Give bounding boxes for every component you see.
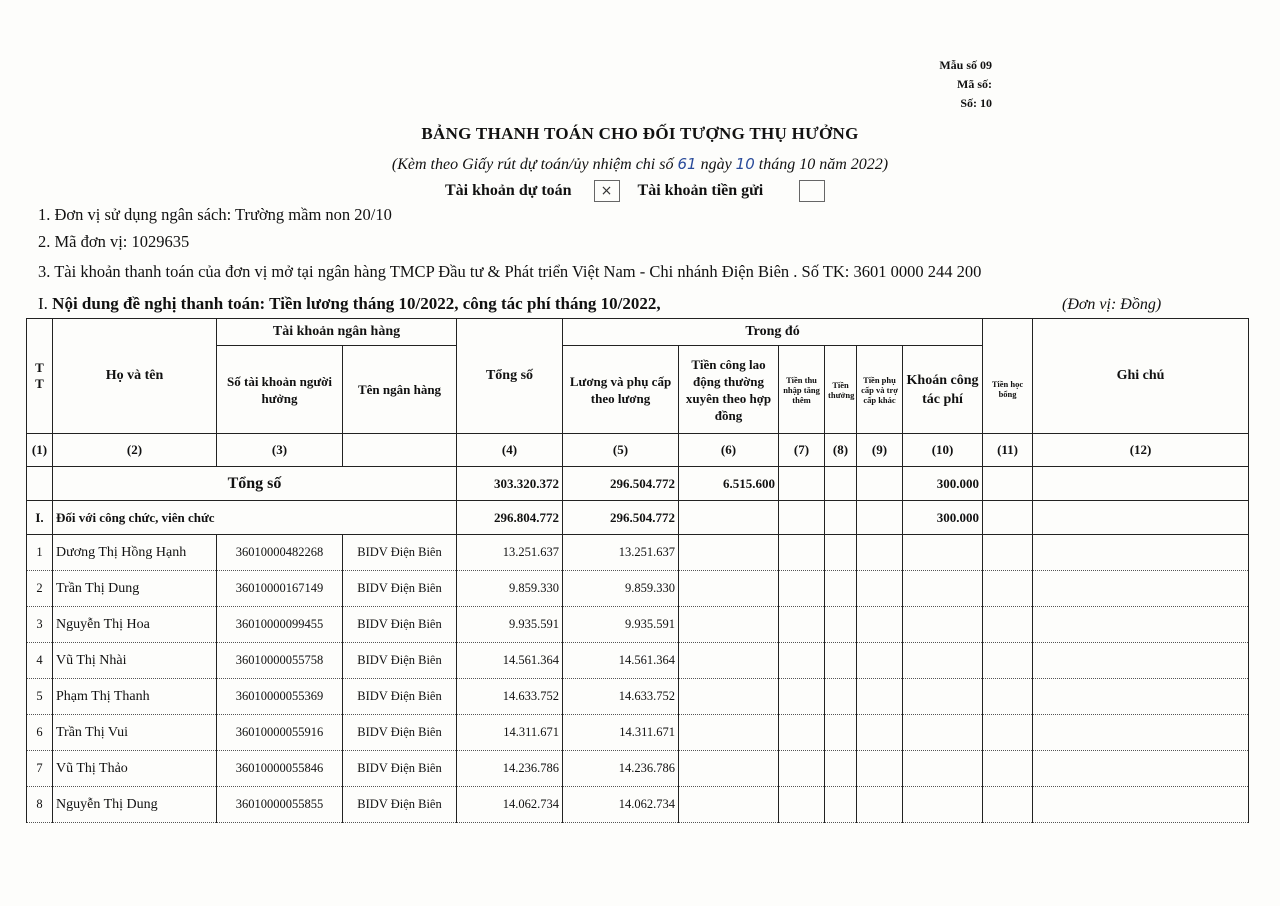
row-account-number: 36010000167149 xyxy=(217,571,343,607)
row-empty-cell xyxy=(857,679,903,715)
row-bank-name: BIDV Điện Biên xyxy=(343,643,457,679)
row-bank-name: BIDV Điện Biên xyxy=(343,787,457,823)
row-empty-cell xyxy=(779,679,825,715)
section-heading xyxy=(38,294,661,314)
row-empty-cell xyxy=(825,787,857,823)
header-bank-name: Tên ngân hàng xyxy=(343,346,457,434)
currency-unit: (Đơn vị: Đồng) xyxy=(1062,296,1162,313)
group-c12 xyxy=(1033,501,1249,535)
row-name: Dương Thị Hồng Hạnh xyxy=(53,535,217,571)
row-empty-cell xyxy=(1033,571,1249,607)
group-label: Đối với công chức, viên chức xyxy=(53,501,457,535)
total-salary: 296.504.772 xyxy=(563,467,679,501)
row-salary: 9.859.330 xyxy=(563,571,679,607)
col-num-9: (9) xyxy=(857,434,903,467)
col-num-1: (1) xyxy=(27,434,53,467)
row-salary: 14.236.786 xyxy=(563,751,679,787)
group-c11 xyxy=(983,501,1033,535)
total-travel-allowance: 300.000 xyxy=(903,467,983,501)
deposit-account-checkbox[interactable] xyxy=(799,180,825,202)
subtitle-day-label: ngày xyxy=(700,156,732,173)
row-tt: 3 xyxy=(27,607,53,643)
group-c8 xyxy=(825,501,857,535)
row-name: Phạm Thị Thanh xyxy=(53,679,217,715)
row-empty-cell xyxy=(779,715,825,751)
row-empty-cell xyxy=(983,607,1033,643)
total-label: Tổng số xyxy=(53,467,457,501)
total-c9 xyxy=(857,467,903,501)
row-empty-cell xyxy=(1033,535,1249,571)
account-type-selector xyxy=(445,180,843,202)
row-total: 9.859.330 xyxy=(457,571,563,607)
row-account-number: 36010000055369 xyxy=(217,679,343,715)
row-empty-cell xyxy=(983,679,1033,715)
budget-unit-line: 1. Đơn vị sử dụng ngân sách: Trường mầm non 20/10 xyxy=(38,205,392,224)
header-account-number: Số tài khoản người hưởng xyxy=(217,346,343,434)
table-row xyxy=(27,607,1249,643)
total-c8 xyxy=(825,467,857,501)
row-empty-cell xyxy=(825,571,857,607)
row-empty-cell xyxy=(857,787,903,823)
table-row xyxy=(27,787,1249,823)
group-c9 xyxy=(857,501,903,535)
row-empty-cell xyxy=(983,751,1033,787)
row-empty-cell xyxy=(679,607,779,643)
total-sum: 303.320.372 xyxy=(457,467,563,501)
row-empty-cell xyxy=(1033,679,1249,715)
row-empty-cell xyxy=(779,643,825,679)
row-empty-cell xyxy=(857,715,903,751)
group-c7 xyxy=(779,501,825,535)
row-tt: 4 xyxy=(27,643,53,679)
row-empty-cell xyxy=(779,607,825,643)
row-empty-cell xyxy=(1033,607,1249,643)
header-bank-account-group: Tài khoản ngân hàng xyxy=(217,319,457,346)
col-num-6: (6) xyxy=(679,434,779,467)
estimate-account-label: Tài khoản dự toán xyxy=(445,182,572,199)
col-num-8: (8) xyxy=(825,434,857,467)
row-account-number: 36010000055855 xyxy=(217,787,343,823)
col-num-7: (7) xyxy=(779,434,825,467)
row-account-number: 36010000099455 xyxy=(217,607,343,643)
row-name: Nguyễn Thị Hoa xyxy=(53,607,217,643)
row-empty-cell xyxy=(779,751,825,787)
row-empty-cell xyxy=(903,751,983,787)
row-total: 14.561.364 xyxy=(457,643,563,679)
row-bank-name: BIDV Điện Biên xyxy=(343,715,457,751)
col-num-5: (5) xyxy=(563,434,679,467)
row-empty-cell xyxy=(679,751,779,787)
row-tt: 8 xyxy=(27,787,53,823)
section-title: Nội dung đề nghị thanh toán: Tiền lương tháng 10/2022, công tác phí tháng 10/2022, xyxy=(52,294,661,313)
group-travel-allowance: 300.000 xyxy=(903,501,983,535)
header-total: Tổng số xyxy=(457,319,563,434)
row-empty-cell xyxy=(903,571,983,607)
header-scholarship: Tiền học bổng xyxy=(983,346,1033,434)
grand-total-row xyxy=(27,467,1249,501)
row-total: 14.062.734 xyxy=(457,787,563,823)
row-empty-cell xyxy=(825,751,857,787)
row-empty-cell xyxy=(857,571,903,607)
row-empty-cell xyxy=(1033,643,1249,679)
row-tt: 1 xyxy=(27,535,53,571)
header-allowance: Tiền phụ cấp và trợ cấp khác xyxy=(857,346,903,434)
row-tt: 6 xyxy=(27,715,53,751)
col-num-3: (3) xyxy=(217,434,343,467)
row-account-number: 36010000055916 xyxy=(217,715,343,751)
row-total: 9.935.591 xyxy=(457,607,563,643)
row-name: Trần Thị Dung xyxy=(53,571,217,607)
group-c6 xyxy=(679,501,779,535)
row-empty-cell xyxy=(1033,751,1249,787)
employee-rows xyxy=(27,535,1249,823)
subtitle-rest: tháng 10 năm 2022) xyxy=(758,156,889,173)
form-number: Mẫu số 09 xyxy=(939,58,992,72)
row-bank-name: BIDV Điện Biên xyxy=(343,679,457,715)
document-subtitle xyxy=(0,155,1280,174)
row-empty-cell xyxy=(825,715,857,751)
row-empty-cell xyxy=(1033,787,1249,823)
total-c11 xyxy=(983,467,1033,501)
document-title: BẢNG THANH TOÁN CHO ĐỐI TƯỢNG THỤ HƯỞNG xyxy=(421,124,859,143)
header-contract-wage: Tiền công lao động thường xuyên theo hợp đồng xyxy=(679,346,779,434)
row-empty-cell xyxy=(679,571,779,607)
form-code-block xyxy=(912,56,992,113)
row-empty-cell xyxy=(983,715,1033,751)
row-empty-cell xyxy=(779,571,825,607)
estimate-account-checkbox[interactable]: × xyxy=(594,180,620,202)
table-row xyxy=(27,571,1249,607)
row-empty-cell xyxy=(679,787,779,823)
document-number: Số: 10 xyxy=(960,96,992,110)
payment-table xyxy=(26,318,1249,823)
row-empty-cell xyxy=(825,679,857,715)
header-notes: Ghi chú xyxy=(1033,319,1249,434)
row-empty-cell xyxy=(679,643,779,679)
total-contract-wage: 6.515.600 xyxy=(679,467,779,501)
group-total: 296.804.772 xyxy=(457,501,563,535)
column-number-row xyxy=(27,434,1249,467)
row-empty-cell xyxy=(857,607,903,643)
row-account-number: 36010000482268 xyxy=(217,535,343,571)
row-account-number: 36010000055758 xyxy=(217,643,343,679)
row-tt: 5 xyxy=(27,679,53,715)
header-of-which: Trong đó xyxy=(563,319,983,346)
row-salary: 14.311.671 xyxy=(563,715,679,751)
row-empty-cell xyxy=(825,535,857,571)
group-row xyxy=(27,501,1249,535)
bank-account-line: 3. Tài khoản thanh toán của đơn vị mở tại ngân hàng TMCP Đầu tư & Phát triển Việt Nam - Chi nhánh Điện Biên . Số TK: 3601 0000 244 200 xyxy=(38,262,982,281)
row-name: Nguyễn Thị Dung xyxy=(53,787,217,823)
row-empty-cell xyxy=(903,607,983,643)
row-empty-cell xyxy=(983,643,1033,679)
row-salary: 14.062.734 xyxy=(563,787,679,823)
section-roman: I. xyxy=(38,294,48,313)
total-c12 xyxy=(1033,467,1249,501)
group-tt: I. xyxy=(27,501,53,535)
row-salary: 14.561.364 xyxy=(563,643,679,679)
table-row xyxy=(27,715,1249,751)
total-tt xyxy=(27,467,53,501)
row-total: 14.633.752 xyxy=(457,679,563,715)
row-empty-cell xyxy=(903,787,983,823)
row-empty-cell xyxy=(857,751,903,787)
table-row xyxy=(27,751,1249,787)
row-empty-cell xyxy=(779,787,825,823)
row-name: Vũ Thị Thảo xyxy=(53,751,217,787)
row-empty-cell xyxy=(779,535,825,571)
row-empty-cell xyxy=(679,679,779,715)
row-empty-cell xyxy=(857,643,903,679)
col-num-12: (12) xyxy=(1033,434,1249,467)
header-salary: Lương và phụ cấp theo lương xyxy=(563,346,679,434)
header-travel-allowance: Khoán công tác phí xyxy=(903,346,983,434)
unit-code-line: 2. Mã đơn vị: 1029635 xyxy=(38,232,190,251)
row-total: 14.311.671 xyxy=(457,715,563,751)
row-salary: 13.251.637 xyxy=(563,535,679,571)
row-empty-cell xyxy=(903,679,983,715)
row-name: Trần Thị Vui xyxy=(53,715,217,751)
row-empty-cell xyxy=(825,607,857,643)
header-tt: T T xyxy=(27,319,53,434)
row-empty-cell xyxy=(903,643,983,679)
table-row xyxy=(27,679,1249,715)
header-name: Họ và tên xyxy=(53,319,217,434)
col-num-11: (11) xyxy=(983,434,1033,467)
deposit-account-label: Tài khoản tiền gửi xyxy=(637,182,764,199)
row-empty-cell xyxy=(983,535,1033,571)
col-num-3b xyxy=(343,434,457,467)
row-empty-cell xyxy=(983,571,1033,607)
row-empty-cell xyxy=(679,715,779,751)
handwritten-day: 10 xyxy=(735,155,755,173)
row-salary: 14.633.752 xyxy=(563,679,679,715)
row-empty-cell xyxy=(1033,715,1249,751)
table-row xyxy=(27,535,1249,571)
header-row-1 xyxy=(27,319,1249,346)
col-num-2: (2) xyxy=(53,434,217,467)
row-total: 14.236.786 xyxy=(457,751,563,787)
col-num-10: (10) xyxy=(903,434,983,467)
row-tt: 2 xyxy=(27,571,53,607)
header-bonus: Tiền thưởng xyxy=(825,346,857,434)
row-total: 13.251.637 xyxy=(457,535,563,571)
row-empty-cell xyxy=(983,787,1033,823)
row-empty-cell xyxy=(857,535,903,571)
subtitle-prefix: (Kèm theo Giấy rút dự toán/ủy nhiệm chi số xyxy=(391,156,674,173)
row-salary: 9.935.591 xyxy=(563,607,679,643)
group-salary: 296.504.772 xyxy=(563,501,679,535)
handwritten-order-number: 61 xyxy=(677,155,697,173)
row-tt: 7 xyxy=(27,751,53,787)
row-empty-cell xyxy=(903,535,983,571)
header-extra-income: Tiền thu nhập tăng thêm xyxy=(779,346,825,434)
form-code: Mã số: xyxy=(957,77,992,91)
table-row xyxy=(27,643,1249,679)
row-empty-cell xyxy=(825,643,857,679)
row-empty-cell xyxy=(679,535,779,571)
row-bank-name: BIDV Điện Biên xyxy=(343,751,457,787)
row-bank-name: BIDV Điện Biên xyxy=(343,607,457,643)
header-blank-11 xyxy=(983,319,1033,346)
row-empty-cell xyxy=(903,715,983,751)
row-bank-name: BIDV Điện Biên xyxy=(343,571,457,607)
row-account-number: 36010000055846 xyxy=(217,751,343,787)
total-c7 xyxy=(779,467,825,501)
row-name: Vũ Thị Nhài xyxy=(53,643,217,679)
col-num-4: (4) xyxy=(457,434,563,467)
row-bank-name: BIDV Điện Biên xyxy=(343,535,457,571)
